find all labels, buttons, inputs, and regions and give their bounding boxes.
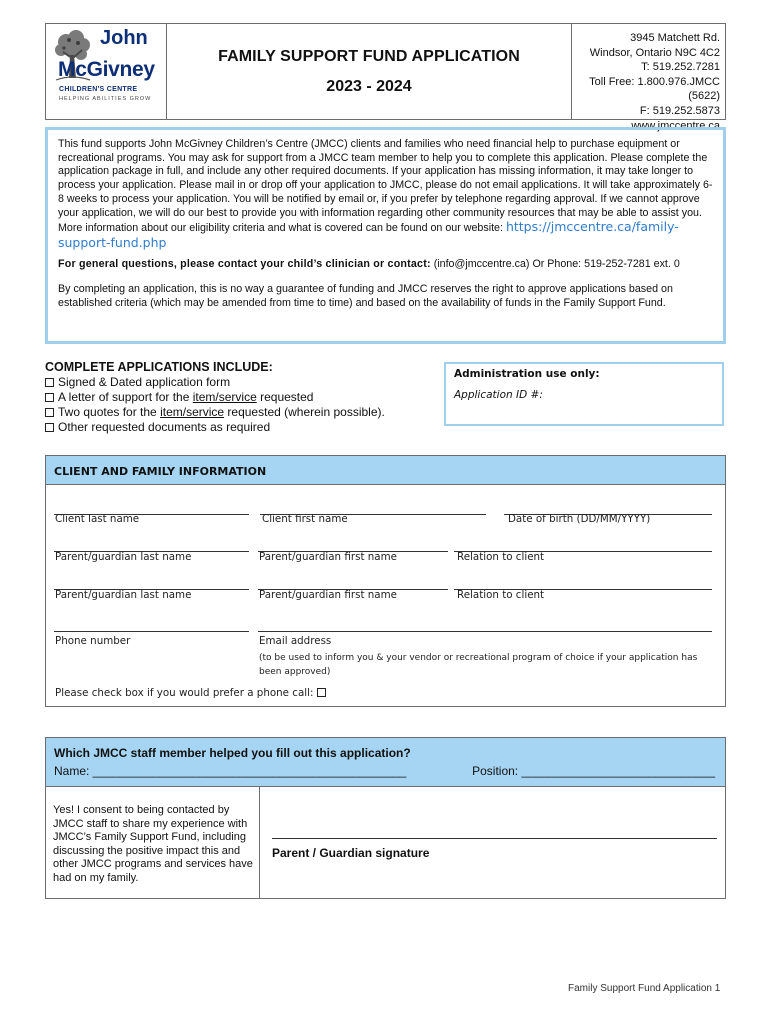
address-tel: T: 519.252.7281 xyxy=(641,61,720,74)
consent-text: Yes! I consent to being contacted by JMCC staff to share my experience with JMCC’s Family Support Fund, including discussing the positive impact this and other JMCC programs and services have had on my family. xyxy=(46,787,260,898)
title-block xyxy=(167,24,572,119)
general-questions xyxy=(58,258,713,272)
intro-more-info xyxy=(58,220,713,251)
form-years: 2023 - 2024 xyxy=(326,77,412,95)
parent-last-name-label: Parent/guardian last name xyxy=(55,551,192,563)
address-street: 3945 Matchett Rd. xyxy=(630,32,720,44)
form-title: FAMILY SUPPORT FUND APPLICATION xyxy=(218,47,520,65)
staff-fields xyxy=(54,764,717,778)
checklist-item xyxy=(45,390,425,405)
email-label: Email address xyxy=(259,635,332,647)
checklist-item xyxy=(45,375,425,390)
address-city: Windsor, Ontario N9C 4C2 xyxy=(589,46,720,59)
checkbox[interactable] xyxy=(45,393,54,402)
checklist-item-label-end: requested (wherein possible). xyxy=(224,405,385,419)
staff-section xyxy=(45,737,726,899)
client-family-section xyxy=(45,455,726,707)
checklist-item xyxy=(45,420,425,435)
relation-label: Relation to client xyxy=(457,589,545,601)
checklist-item-label: Other requested documents as required xyxy=(58,420,271,434)
address-fax: F: 519.252.5873 xyxy=(639,104,720,117)
checklist-item-label: Signed & Dated application form xyxy=(58,375,231,389)
checklist-heading: COMPLETE APPLICATIONS INCLUDE: xyxy=(45,360,273,374)
phone-field[interactable] xyxy=(54,631,249,632)
parent-last-name-label: Parent/guardian last name xyxy=(55,589,192,601)
parent-first-name-label: Parent/guardian first name xyxy=(259,589,397,601)
header-table xyxy=(45,23,726,132)
checklist-item xyxy=(45,405,425,420)
client-section-heading: CLIENT AND FAMILY INFORMATION xyxy=(46,456,725,485)
admin-title: Administration use only: xyxy=(454,368,600,380)
staff-header xyxy=(46,738,725,787)
logo xyxy=(46,24,167,119)
client-first-name-label: Client first name xyxy=(262,513,348,525)
intro-box xyxy=(45,127,726,344)
email-note: (to be used to inform you & your vendor or recreational program of choice if your application has been approved) xyxy=(259,653,698,677)
address-block xyxy=(572,24,725,132)
intro-body: This fund supports John McGivney Children’s Centre (JMCC) clients and families who need financial help to purchase equipment or recreational programs. You may ask for support from a JMCC team member to help you to complete this application. Please complete the application package in full, and include any other required documents. If your application has missing information, it may take longer to process your application. Please mail in or drop off your application to JMCC, please do not email applications. It will take approximately 6-8 weeks to process your application. You will be notified by email or, if you prefer by telephone regarding approval. If we cannot approve your application, we will do our best to provide you with information regarding other community resources that may be able to assist you. xyxy=(58,138,713,219)
staff-name-field[interactable]: Name: _______________________________________________ xyxy=(54,764,407,778)
phone-call-checkbox[interactable] xyxy=(317,688,326,697)
logo-tagline: HELPING ABILITIES GROW xyxy=(59,96,152,102)
checklist-item-underlined: item/service xyxy=(192,390,257,404)
website-link[interactable]: https://jmccentre.ca/family-support-fund.php xyxy=(58,219,679,250)
checklist-item-underlined: item/service xyxy=(160,405,225,419)
more-info-text: More information about our eligibility criteria and what is covered can be found on our website: xyxy=(58,222,506,235)
logo-mcgivney: McGivney xyxy=(58,58,155,81)
checklist-item-label: A letter of support for the xyxy=(58,390,193,404)
checkbox[interactable] xyxy=(45,378,54,387)
address-tollfree: Toll Free: 1.800.976.JMCC (5622) xyxy=(589,75,720,103)
signature-label: Parent / Guardian signature xyxy=(272,846,430,860)
parent-first-name-label: Parent/guardian first name xyxy=(259,551,397,563)
guarantee-text: By completing an application, this is no way a guarantee of funding and JMCC reserves the right to approve applications based on established criteria (which may be amended from time to time) and based on the availability of funds in the Family Support Fund. xyxy=(58,283,673,310)
staff-question: Which JMCC staff member helped you fill out this application? xyxy=(54,746,411,760)
page-footer: Family Support Fund Application 1 xyxy=(568,983,721,994)
general-questions-bold: For general questions, please contact your child’s clinician or contact: xyxy=(58,257,431,270)
checklist-item-label: Two quotes for the xyxy=(58,405,161,419)
logo-childrens-centre: CHILDREN'S CENTRE xyxy=(59,86,138,93)
general-questions-contact: (info@jmccentre.ca) Or Phone: 519-252-7281 ext. 0 xyxy=(430,257,680,270)
staff-position-field[interactable]: Position: _____________________________ xyxy=(472,764,715,778)
requirements-checklist xyxy=(45,360,425,435)
phone-preference xyxy=(55,687,326,699)
phone-preference-label: Please check box if you would prefer a phone call: xyxy=(55,687,314,699)
application-id-label[interactable]: Application ID #: xyxy=(454,389,543,401)
logo-john: John xyxy=(100,27,148,49)
relation-label: Relation to client xyxy=(457,551,545,563)
checkbox[interactable] xyxy=(45,423,54,432)
checklist-item-label-end: requested xyxy=(256,390,314,404)
admin-box xyxy=(444,362,724,426)
phone-label: Phone number xyxy=(55,635,131,647)
address-web: www.jmccentre.ca xyxy=(631,119,720,132)
checkbox[interactable] xyxy=(45,408,54,417)
signature-field[interactable] xyxy=(272,838,717,839)
email-field[interactable] xyxy=(258,631,712,632)
dob-label: Date of birth (DD/MM/YYYY) xyxy=(508,513,651,525)
client-last-name-label: Client last name xyxy=(55,513,140,525)
